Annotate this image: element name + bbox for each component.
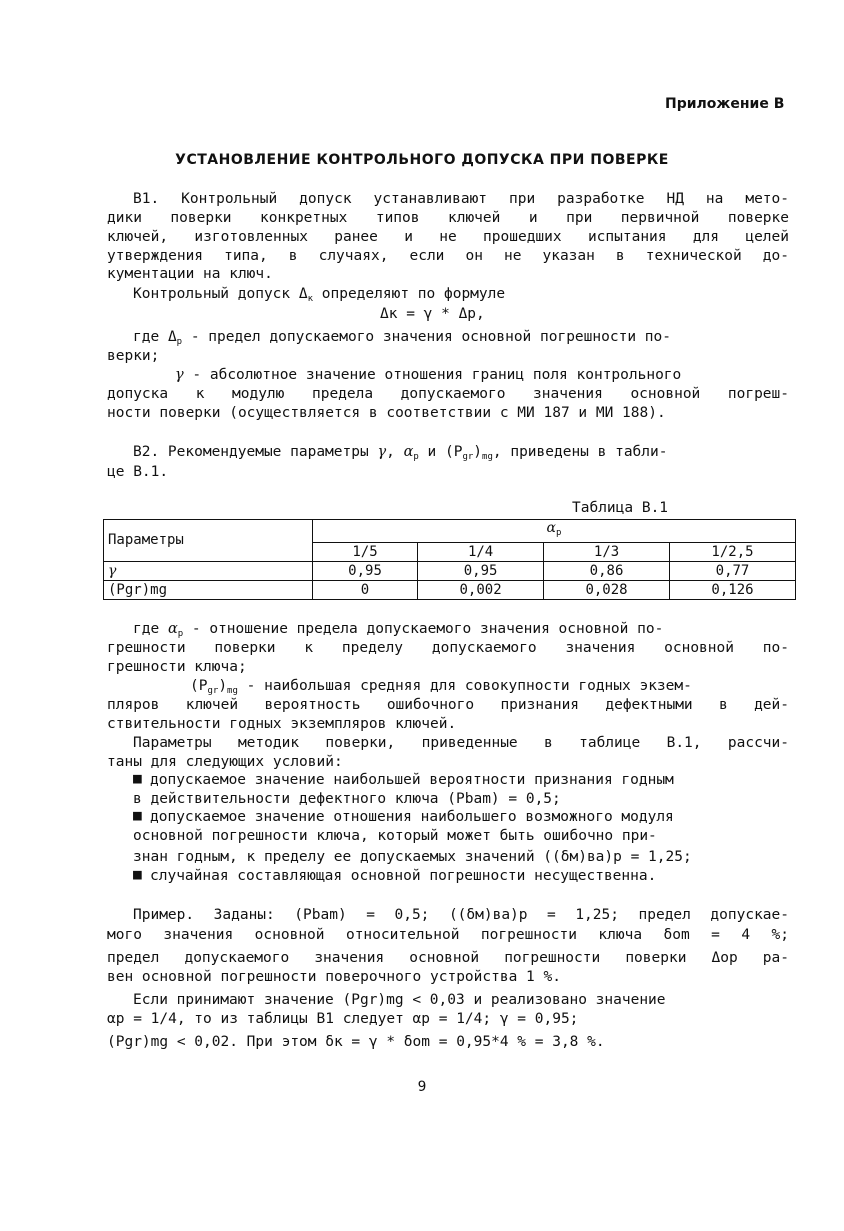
- b1-line-2: дики поверки конкретных типов ключей и при первичной поверке: [107, 210, 789, 226]
- column-header: 1/5: [312, 543, 417, 562]
- b2-line-1: В2. Рекомендуемые параметры γ, $\alpha_р$ и $(P_{gr})_{mg}$, приведены в табли-: [133, 444, 668, 462]
- table-cell: 0,95: [418, 562, 544, 581]
- table-cell: 0,95: [312, 562, 417, 581]
- b1-line-7-b: - предел допускаемого значения основной погрешности по-: [190, 329, 671, 345]
- b1-line-5: кументации на ключ.: [107, 266, 273, 282]
- column-header: 1/3: [544, 543, 670, 562]
- where-word: где: [133, 621, 160, 637]
- b1-line-6-b: определяют по формуле: [321, 286, 506, 302]
- table-cell: 0,126: [670, 581, 796, 600]
- bullet-icon: ■: [133, 867, 142, 883]
- bullet-1-line-1: допускаемое значение наибольшей вероятности признания годным: [150, 772, 674, 788]
- parameters-table: [103, 519, 796, 600]
- table-cell: 0,77: [670, 562, 796, 581]
- row-label: γ: [104, 562, 313, 581]
- table-row: [104, 562, 796, 581]
- bullet-2-line-2: основной погрешности ключа, который может быть ошибочно при-: [133, 828, 657, 844]
- after-line-4: [190, 678, 692, 696]
- example-line-2: мого значения основной относительной погрешности ключа δom = 4 %;: [107, 927, 789, 943]
- bullet-3: случайная составляющая основной погрешности несущественна.: [150, 868, 657, 884]
- b1-line-6-a: Контрольный допуск: [133, 286, 291, 302]
- alpha-header-cell: $\alpha_р$: [312, 520, 795, 543]
- alpha-symbol: α: [403, 444, 414, 460]
- table-header-row: [104, 520, 796, 543]
- where-word: где: [133, 329, 160, 345]
- delta-k-symbol: $\Delta_к$: [298, 286, 314, 304]
- column-header: 1/2,5: [670, 543, 796, 562]
- bullet-icon: ■: [133, 808, 142, 824]
- example-line-7: (Pgr)mg < 0,02. При этом δк = γ * δom = 0,95*4 % = 3,8 %.: [107, 1034, 605, 1050]
- b1-line-9-b: - абсолютное значение отношения границ поля контрольного: [192, 367, 682, 383]
- table-cell: 0,86: [544, 562, 670, 581]
- bullet-icon: ■: [133, 771, 142, 787]
- pgr-symbol: $(P_{gr})_{mg}$: [190, 678, 238, 696]
- param-header-cell: Параметры: [104, 520, 313, 562]
- table-row: [104, 581, 796, 600]
- b2-line-1-b: приведены в табли-: [510, 444, 668, 460]
- b1-line-11: ности поверки (осуществляется в соответствии с МИ 187 и МИ 188).: [107, 405, 666, 421]
- table-cell: 0,002: [418, 581, 544, 600]
- appendix-label: Приложение В: [665, 96, 785, 112]
- gamma-symbol: γ: [377, 444, 387, 460]
- b1-line-6: [133, 286, 505, 304]
- example-line-3: предел допускаемого значения основной погрешности поверки Δор ра-: [107, 950, 789, 966]
- bullet-1-line-2: в действительности дефектного ключа (Pbam) = 0,5;: [133, 791, 561, 807]
- after-line-3: грешности ключа;: [107, 659, 247, 675]
- page-title: УСТАНОВЛЕНИЕ КОНТРОЛЬНОГО ДОПУСКА ПРИ ПОВЕРКЕ: [175, 152, 669, 168]
- b1-line-7: [133, 329, 789, 347]
- b1-line-9: [175, 367, 789, 383]
- example-line-1: Пример. Заданы: (Pbam) = 0,5; ((δм)ва)р = 1,25; предел допускае-: [133, 907, 789, 923]
- gamma-symbol: γ: [175, 367, 184, 383]
- after-line-1: где $\alpha_р$ - отношение предела допускаемого значения основной по-: [133, 621, 664, 639]
- after-line-8: таны для следующих условий:: [107, 754, 343, 770]
- after-line-4-b: - наибольшая средняя для совокупности годных экзем-: [246, 678, 692, 694]
- bullet-2-line-1: допускаемое значение отношения наибольшего возможного модуля: [150, 809, 674, 825]
- b2-line-2: це В.1.: [107, 464, 169, 480]
- example-line-6: αр = 1/4, то из таблицы В1 следует αр = 1/4; γ = 0,95;: [107, 1011, 579, 1027]
- b1-line-8: верки;: [107, 348, 160, 364]
- after-line-6: ствительности годных экземпляров ключей.: [107, 716, 457, 732]
- b1-line-1: В1. Контрольный допуск устанавливают при разработке НД на мето-: [133, 191, 789, 207]
- alpha-symbol: α: [167, 621, 178, 637]
- column-header: 1/4: [418, 543, 544, 562]
- table-caption: Таблица В.1: [572, 500, 669, 516]
- b1-line-10: допуска к модулю предела допускаемого значения основной погреш-: [107, 386, 789, 402]
- example-line-4: вен основной погрешности поверочного устройства 1 %.: [107, 969, 561, 985]
- after-line-2: грешности поверки к пределу допускаемого значения основной по-: [107, 640, 789, 656]
- b2-line-1-a: В2. Рекомендуемые параметры: [133, 444, 369, 460]
- example-line-5: Если принимают значение (Pgr)mg < 0,03 и реализовано значение: [133, 992, 666, 1008]
- table-cell: 0: [312, 581, 417, 600]
- after-line-1-b: - отношение предела допускаемого значения основной по-: [191, 621, 664, 637]
- table-cell: 0,028: [544, 581, 670, 600]
- page-number: 9: [417, 1079, 427, 1095]
- row-label: (Pgr)mg: [104, 581, 313, 600]
- delta-p-symbol: $\Delta_р$: [167, 329, 183, 347]
- after-line-5: пляров ключей вероятность ошибочного признания дефектными в дей-: [107, 697, 789, 713]
- b1-line-3: ключей, изготовленных ранее и не прошедших испытания для целей: [107, 229, 789, 245]
- formula: Δк = γ * Δр,: [380, 306, 485, 322]
- after-line-7: Параметры методик поверки, приведенные в таблице В.1, рассчи-: [133, 735, 789, 751]
- bullet-2-line-3: знан годным, к пределу ее допускаемых значений ((δм)ва)р = 1,25;: [133, 849, 692, 865]
- b1-line-4: утверждения типа, в случаях, если он не указан в технической до-: [107, 248, 789, 264]
